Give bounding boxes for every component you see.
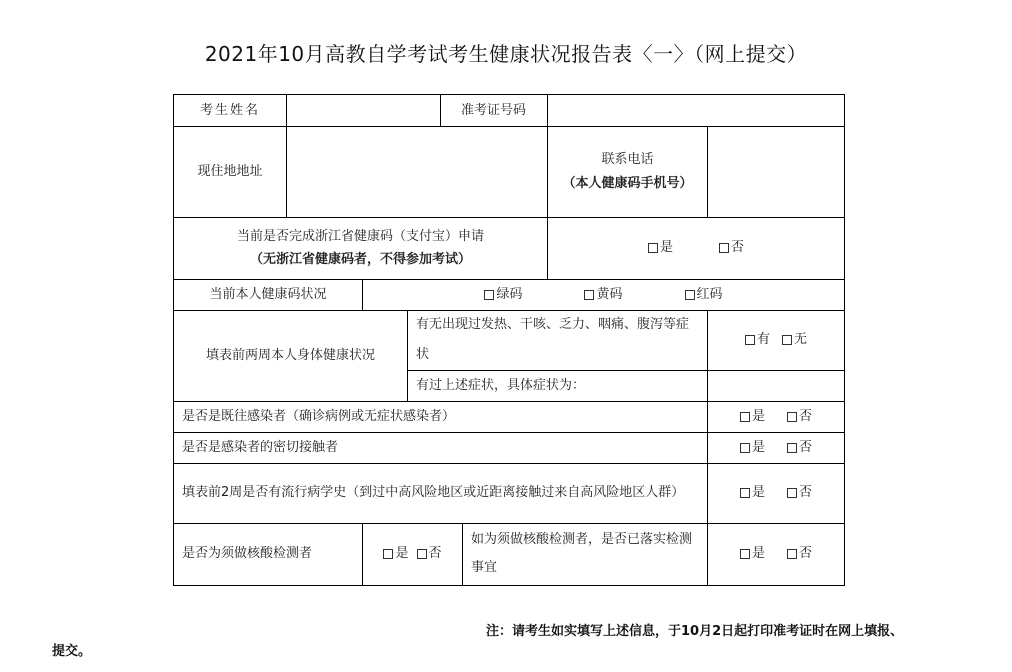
label-nucleic-room: 如为须做核酸检测者，是否已落实检测事宜: [471, 532, 693, 575]
label-close-contact: 是否是感染者的密切接触者: [182, 439, 339, 455]
symptoms-none[interactable]: 无: [782, 330, 807, 350]
checkbox-icon[interactable]: [648, 243, 658, 253]
travel-history-yes[interactable]: 是: [740, 483, 765, 503]
label-address: 现住地地址: [197, 163, 263, 179]
code-green[interactable]: 绿码: [484, 285, 522, 305]
zj-code-question: 当前是否完成浙江省健康码（支付宝）申请: [236, 228, 484, 244]
checkbox-icon[interactable]: [719, 243, 729, 253]
label-zj-code: [174, 217, 547, 279]
checkbox-icon[interactable]: [787, 549, 797, 559]
zj-code-note: （无浙江省健康码者，不得参加考试）: [249, 252, 471, 267]
checkbox-icon[interactable]: [782, 335, 792, 345]
label-two-weeks-health: 填表前两周本人身体健康状况: [205, 347, 375, 363]
name-input-cell[interactable]: [287, 95, 440, 126]
nucleic-needed-yes[interactable]: 是: [383, 544, 408, 564]
nucleic-room-options: [708, 523, 844, 585]
code-red[interactable]: 红码: [685, 285, 723, 305]
symptoms-have[interactable]: 有: [745, 330, 770, 350]
checkbox-icon[interactable]: [740, 549, 750, 559]
health-report-form: [173, 94, 845, 586]
footer-note: 注：请考生如实填写上述信息，于10月2日起打印准考证时在网上填报、: [486, 624, 904, 639]
label-symptoms-detail: 有过上述症状，具体症状为：: [416, 377, 586, 393]
label-nucleic-needed: 是否为须做核酸检测者: [182, 546, 313, 562]
label-phone-line2: （本人健康码手机号）: [562, 175, 693, 191]
past-infected-options: [708, 401, 844, 432]
code-status-options: [363, 279, 844, 310]
checkbox-icon[interactable]: [685, 290, 695, 300]
address-input-cell[interactable]: [287, 126, 547, 217]
zj-code-yes[interactable]: 是: [648, 238, 673, 258]
label-symptoms-question: 有无出现过发热、干咳、乏力、咽痛、腹泻等症状: [416, 317, 690, 362]
checkbox-icon[interactable]: [740, 443, 750, 453]
checkbox-icon[interactable]: [745, 335, 755, 345]
checkbox-icon[interactable]: [417, 549, 427, 559]
zj-code-options: [548, 217, 844, 279]
close-contact-options: [708, 432, 844, 463]
code-yellow[interactable]: 黄码: [584, 285, 622, 305]
checkbox-icon[interactable]: [484, 290, 494, 300]
travel-history-options: [708, 463, 844, 523]
symptoms-detail-input-cell[interactable]: [708, 370, 844, 401]
label-ticket: 准考证号码: [460, 102, 526, 118]
checkbox-icon[interactable]: [787, 443, 797, 453]
label-travel-history: 填表前2周是否有流行病学史（到过中高风险地区或近距离接触过来自高风险地区人群）: [182, 485, 685, 500]
page-title: 2021年10月高教自学考试考生健康状况报告表〈一〉（网上提交）: [204, 42, 808, 66]
checkbox-icon[interactable]: [740, 488, 750, 498]
checkbox-icon[interactable]: [740, 412, 750, 422]
label-name: 考生姓名: [199, 102, 260, 118]
travel-history-no[interactable]: 否: [787, 483, 812, 503]
past-infected-yes[interactable]: 是: [740, 407, 765, 427]
checkbox-icon[interactable]: [787, 412, 797, 422]
nucleic-needed-no[interactable]: 否: [417, 544, 442, 564]
label-phone-line1: 联系电话: [601, 152, 654, 167]
past-infected-no[interactable]: 否: [787, 407, 812, 427]
symptoms-options: [708, 310, 844, 370]
ticket-input-cell[interactable]: [548, 95, 844, 126]
nucleic-needed-options: [363, 523, 462, 585]
nucleic-room-no[interactable]: 否: [787, 544, 812, 564]
label-code-status: 当前本人健康码状况: [209, 286, 327, 302]
label-past-infected: 是否是既往感染者（确诊病例或无症状感染者）: [182, 408, 456, 424]
checkbox-icon[interactable]: [787, 488, 797, 498]
nucleic-room-yes[interactable]: 是: [740, 544, 765, 564]
footer-note-continued: 提交。: [52, 644, 92, 659]
label-phone: [548, 126, 707, 217]
close-contact-no[interactable]: 否: [787, 438, 812, 458]
phone-input-cell[interactable]: [708, 126, 844, 217]
checkbox-icon[interactable]: [383, 549, 393, 559]
checkbox-icon[interactable]: [584, 290, 594, 300]
zj-code-no[interactable]: 否: [719, 238, 744, 258]
close-contact-yes[interactable]: 是: [740, 438, 765, 458]
